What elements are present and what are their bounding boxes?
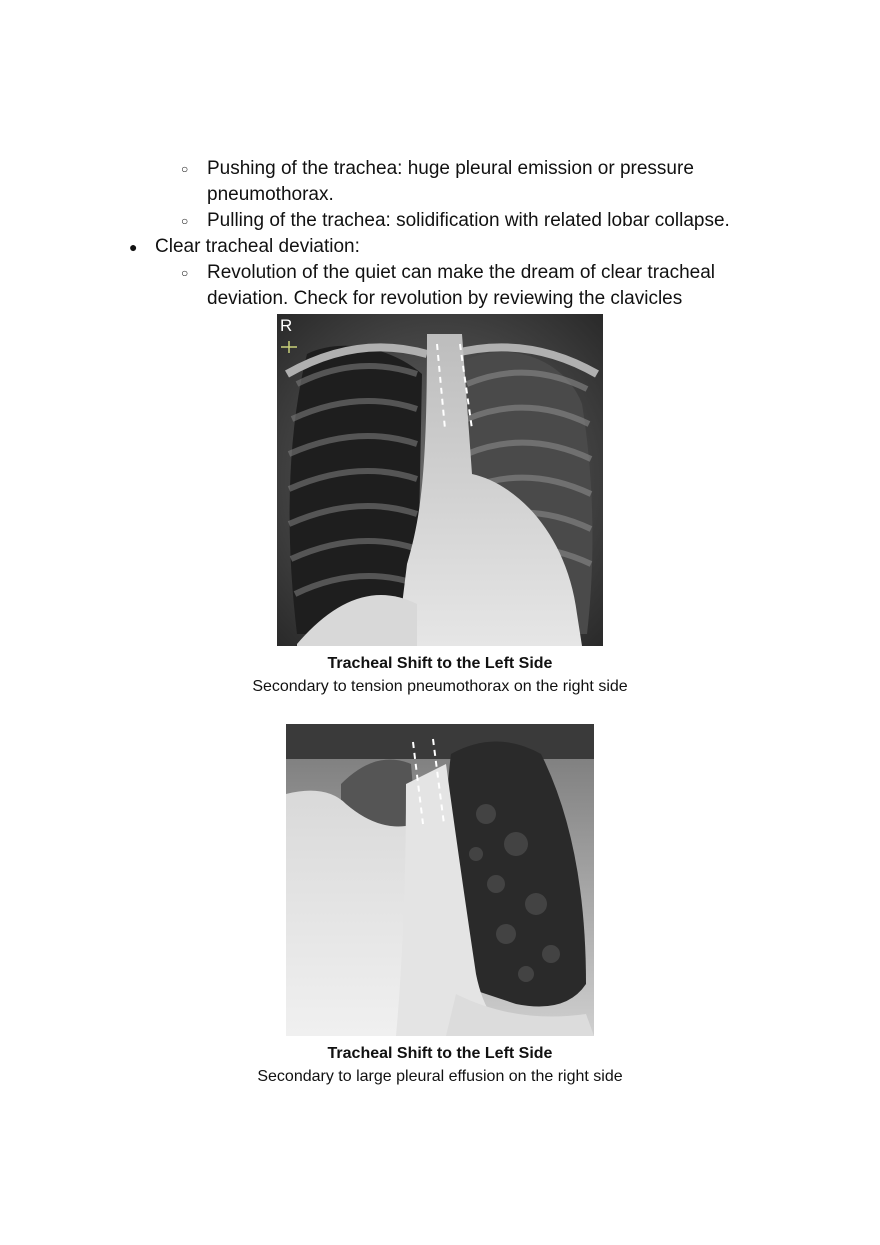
list-item-text: pneumothorax. [207,184,334,205]
chest-xray-image [277,314,603,646]
list-item-text: Clear tracheal deviation: [155,236,360,257]
filled-bullet-icon: ● [129,239,138,255]
hollow-bullet-icon: ○ [181,266,189,280]
xray-side-marker: R [280,316,293,335]
hollow-bullet-icon: ○ [181,162,189,176]
figure-caption-title: Tracheal Shift to the Left Side [327,1045,553,1062]
figure-caption-subtitle: Secondary to large pleural effusion on the right side [257,1068,623,1085]
list-item-text: deviation. Check for revolution by reviewing the clavicles [207,288,683,309]
list-item-text: Pushing of the trachea: huge pleural emission or pressure [207,158,694,179]
figure-caption-title: Tracheal Shift to the Left Side [327,655,553,672]
figure-caption-subtitle: Secondary to tension pneumothorax on the right side [252,678,628,695]
list-item-text: Revolution of the quiet can make the dream of clear tracheal [207,262,716,283]
list-item-text: Pulling of the trachea: solidification with related lobar collapse. [207,210,730,231]
hollow-bullet-icon: ○ [181,214,189,228]
chest-xray-image [286,724,594,1036]
